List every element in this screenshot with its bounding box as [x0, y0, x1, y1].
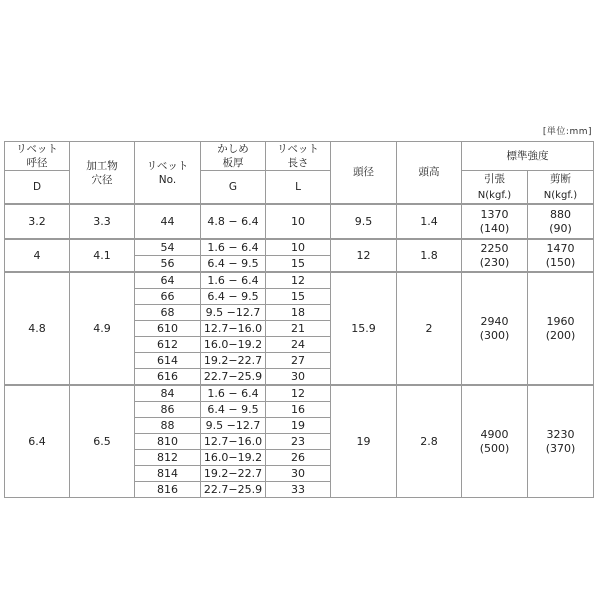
cell-hole: 6.5 [70, 385, 135, 498]
header-strength: 標準強度 [462, 142, 594, 171]
tensile-n: 2250 [480, 241, 509, 255]
tensile-kgf: (500) [479, 441, 510, 455]
cell-no: 64 [135, 272, 201, 289]
header-rivet-length [266, 142, 331, 171]
cell-shear [528, 385, 594, 498]
tensile-kgf: (230) [479, 255, 510, 269]
cell-D: 6.4 [5, 385, 70, 498]
cell-L: 26 [266, 450, 331, 466]
rivet-spec-table [4, 141, 594, 498]
cell-L: 33 [266, 482, 331, 498]
cell-L: 18 [266, 305, 331, 321]
cell-G: 12.7−16.0 [201, 321, 266, 337]
shear-n: 1960 [546, 314, 575, 328]
cell-no: 84 [135, 385, 201, 402]
cell-D: 3.2 [5, 204, 70, 239]
cell-L: 12 [266, 385, 331, 402]
cell-H: 9.5 [331, 204, 397, 239]
cell-G: 9.5 −12.7 [201, 305, 266, 321]
cell-L: 15 [266, 256, 331, 273]
symbol-G: G [201, 171, 266, 205]
header-line: リベット [16, 143, 58, 155]
header-line: 呼径 [26, 157, 48, 169]
cell-no: 68 [135, 305, 201, 321]
table-row [5, 239, 594, 256]
cell-H: 19 [331, 385, 397, 498]
cell-hole: 4.9 [70, 272, 135, 385]
cell-no: 610 [135, 321, 201, 337]
unit-shear: N(kgf.) [543, 189, 578, 201]
header-line: 板厚 [222, 157, 244, 169]
cell-D: 4.8 [5, 272, 70, 385]
header-rivet-no [135, 142, 201, 205]
cell-H: 12 [331, 239, 397, 272]
header-head-height: 頭高 [397, 142, 462, 205]
cell-G: 6.4 − 9.5 [201, 256, 266, 273]
header-line: リベット [146, 159, 189, 172]
cell-E: 1.8 [397, 239, 462, 272]
cell-tensile [462, 204, 528, 239]
shear-kgf: (90) [549, 221, 572, 235]
cell-G: 1.6 − 6.4 [201, 239, 266, 256]
table-row [5, 272, 594, 289]
cell-no: 54 [135, 239, 201, 256]
cell-shear [528, 272, 594, 385]
cell-G: 22.7−25.9 [201, 369, 266, 386]
cell-shear [528, 204, 594, 239]
cell-L: 19 [266, 418, 331, 434]
cell-no: 56 [135, 256, 201, 273]
header-hole-dia [70, 142, 135, 205]
cell-L: 27 [266, 353, 331, 369]
cell-L: 30 [266, 466, 331, 482]
cell-E: 1.4 [397, 204, 462, 239]
cell-G: 1.6 − 6.4 [201, 385, 266, 402]
shear-n: 3230 [546, 427, 575, 441]
header-line: リベット [277, 143, 319, 155]
cell-E: 2 [397, 272, 462, 385]
cell-G: 12.7−16.0 [201, 434, 266, 450]
tensile-n: 1370 [480, 207, 509, 221]
cell-no: 44 [135, 204, 201, 239]
cell-G: 22.7−25.9 [201, 482, 266, 498]
header-grip [201, 142, 266, 171]
unit-label: [単位:mm] [542, 127, 592, 137]
tensile-kgf: (300) [479, 328, 510, 342]
header-shear-cell [528, 171, 594, 205]
tensile-n: 2940 [480, 314, 509, 328]
cell-L: 23 [266, 434, 331, 450]
cell-G: 19.2−22.7 [201, 466, 266, 482]
cell-no: 810 [135, 434, 201, 450]
cell-E: 2.8 [397, 385, 462, 498]
header-line: 穴径 [91, 173, 113, 186]
cell-D: 4 [5, 239, 70, 272]
cell-G: 16.0−19.2 [201, 450, 266, 466]
table-row [5, 204, 594, 239]
symbol-D: D [5, 171, 70, 205]
header-line: 長さ [287, 157, 309, 169]
cell-G: 1.6 − 6.4 [201, 272, 266, 289]
cell-G: 16.0−19.2 [201, 337, 266, 353]
cell-L: 21 [266, 321, 331, 337]
cell-tensile [462, 385, 528, 498]
header-line: かしめ [217, 143, 249, 155]
cell-no: 66 [135, 289, 201, 305]
cell-no: 614 [135, 353, 201, 369]
cell-L: 10 [266, 204, 331, 239]
cell-H: 15.9 [331, 272, 397, 385]
cell-L: 24 [266, 337, 331, 353]
cell-no: 816 [135, 482, 201, 498]
tensile-kgf: (140) [479, 221, 510, 235]
shear-kgf: (150) [545, 255, 576, 269]
tensile-n: 4900 [480, 427, 509, 441]
cell-L: 16 [266, 402, 331, 418]
cell-G: 4.8 − 6.4 [201, 204, 266, 239]
cell-L: 30 [266, 369, 331, 386]
cell-shear [528, 239, 594, 272]
table-row [5, 385, 594, 402]
shear-n: 880 [550, 207, 571, 221]
cell-G: 9.5 −12.7 [201, 418, 266, 434]
cell-G: 6.4 − 9.5 [201, 289, 266, 305]
cell-tensile [462, 272, 528, 385]
header-rivet-nominal [5, 142, 70, 171]
cell-G: 19.2−22.7 [201, 353, 266, 369]
cell-no: 812 [135, 450, 201, 466]
cell-no: 86 [135, 402, 201, 418]
cell-L: 10 [266, 239, 331, 256]
cell-no: 612 [135, 337, 201, 353]
cell-no: 814 [135, 466, 201, 482]
cell-hole: 4.1 [70, 239, 135, 272]
cell-no: 88 [135, 418, 201, 434]
cell-L: 15 [266, 289, 331, 305]
shear-kgf: (370) [545, 441, 576, 455]
cell-hole: 3.3 [70, 204, 135, 239]
cell-tensile [462, 239, 528, 272]
header-shear: 剪断 [550, 172, 571, 185]
header-head-dia: 頭径 [331, 142, 397, 205]
symbol-L: L [266, 171, 331, 205]
header-tensile: 引張 [484, 172, 505, 185]
shear-n: 1470 [546, 241, 575, 255]
header-line: No. [158, 173, 177, 186]
cell-no: 616 [135, 369, 201, 386]
shear-kgf: (200) [545, 328, 576, 342]
cell-G: 6.4 − 9.5 [201, 402, 266, 418]
header-line: 加工物 [86, 159, 118, 172]
header-tensile-cell [462, 171, 528, 205]
unit-tensile: N(kgf.) [477, 189, 512, 201]
cell-L: 12 [266, 272, 331, 289]
